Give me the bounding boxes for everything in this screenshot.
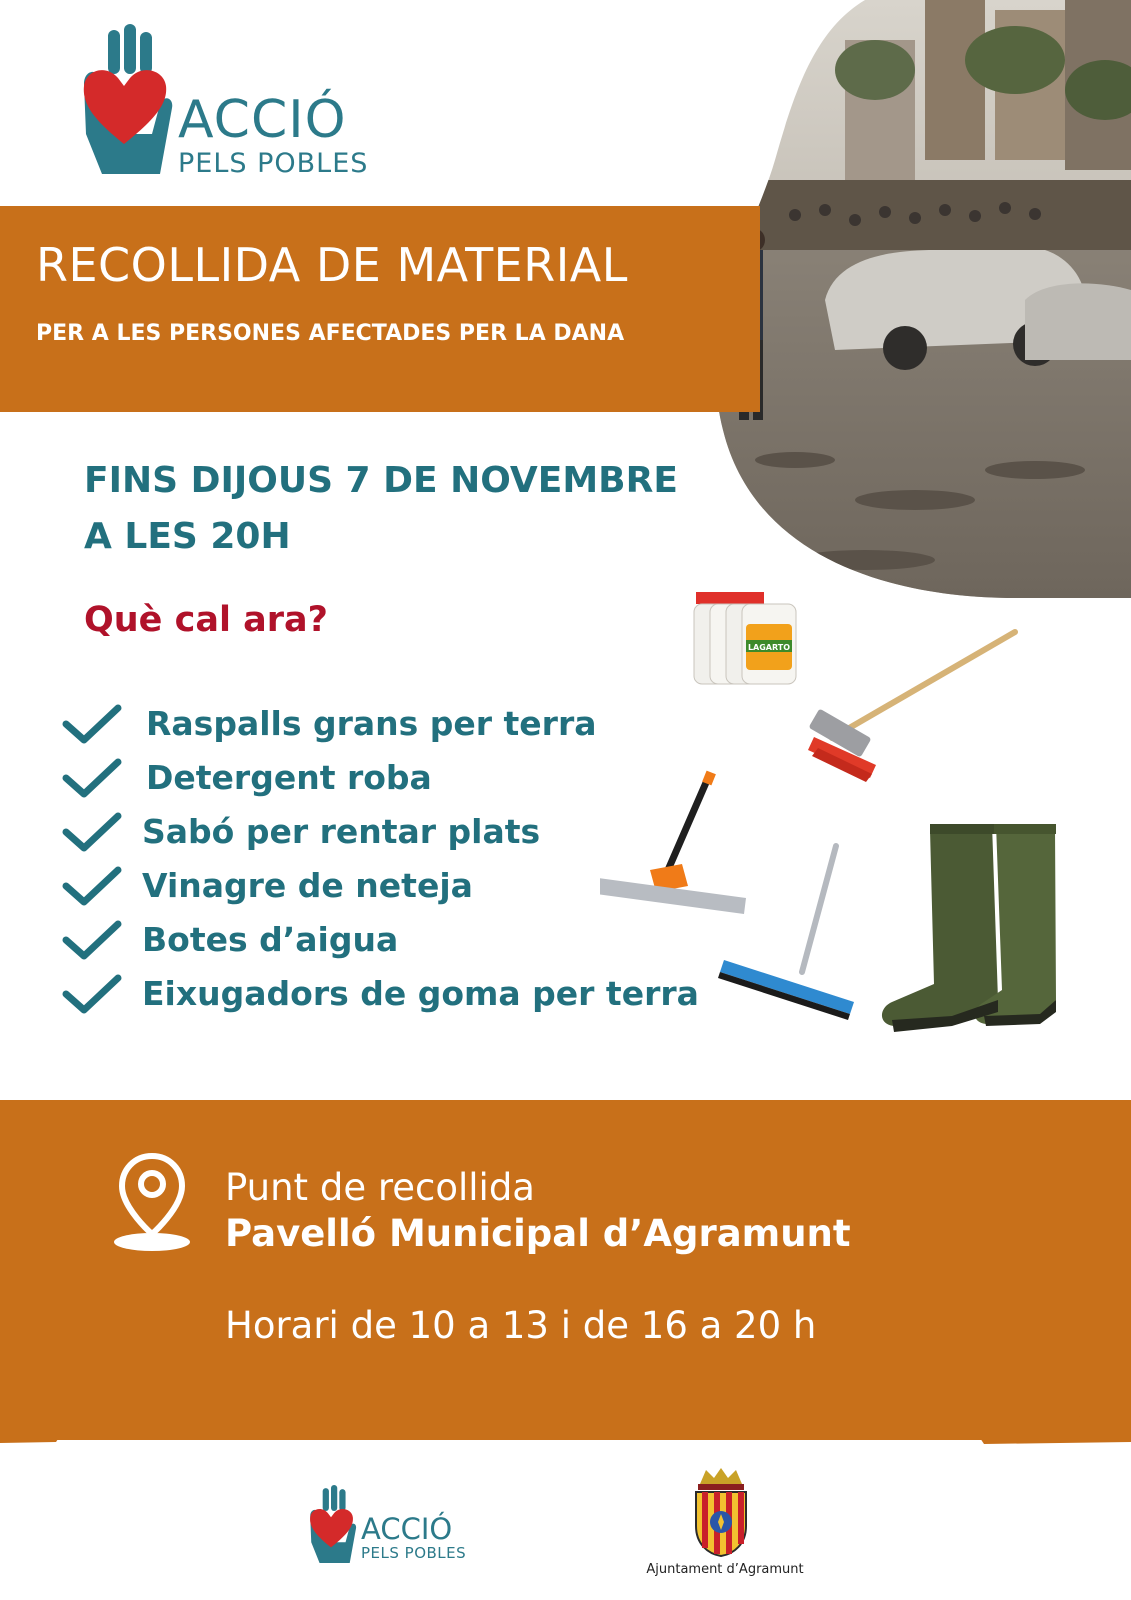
list-item-label: Botes d’aigua — [142, 920, 399, 959]
detergent-bottles-icon — [694, 592, 796, 684]
list-item-label: Vinagre de neteja — [142, 866, 473, 905]
banner-title: RECOLLIDA DE MATERIAL — [36, 238, 628, 292]
title-banner — [0, 206, 760, 412]
cleaning-products-illustration — [600, 580, 1080, 1060]
deadline-line1: FINS DIJOUS 7 DE NOVEMBRE — [84, 460, 678, 501]
deadline-line2: A LES 20H — [84, 516, 291, 557]
list-item-label: Raspalls grans per terra — [146, 704, 597, 743]
accio-logo-footer — [305, 1482, 485, 1572]
hand-heart-icon — [305, 1482, 357, 1566]
squeegee-icon — [718, 846, 854, 1020]
footer-logo-line1: ACCIÓ — [361, 1512, 453, 1546]
broom-icon — [808, 632, 1015, 782]
council-crest-icon — [690, 1466, 752, 1558]
check-icon — [62, 972, 122, 1016]
boots-icon — [882, 824, 1056, 1032]
collection-point-name: Pavelló Municipal d’Agramunt — [225, 1212, 851, 1255]
banner-subtitle: PER A LES PERSONES AFECTADES PER LA DANA — [36, 321, 625, 346]
list-item-label: Detergent roba — [146, 758, 432, 797]
footer-logo-line2: PELS POBLES — [361, 1544, 467, 1562]
check-icon — [62, 864, 122, 908]
council-name: Ajuntament d’Agramunt — [646, 1562, 804, 1577]
check-icon — [62, 756, 122, 800]
detergent-label: LAGARTO — [747, 643, 791, 652]
hand-heart-icon — [74, 24, 174, 174]
needs-question: Què cal ara? — [84, 600, 328, 640]
brush-stroke-edge — [0, 1380, 1131, 1460]
check-icon — [62, 702, 122, 746]
list-item-label: Sabó per rentar plats — [142, 812, 541, 851]
check-icon — [62, 810, 122, 854]
list-item-label: Eixugadors de goma per terra — [142, 974, 699, 1013]
logo-name-line1: ACCIÓ — [178, 90, 347, 150]
accio-logo — [74, 24, 394, 184]
flood-street-photo — [715, 0, 1131, 598]
collection-point-label: Punt de recollida — [225, 1166, 535, 1209]
location-pin-icon — [112, 1150, 192, 1254]
opening-hours: Horari de 10 a 13 i de 16 a 20 h — [225, 1304, 817, 1347]
squeegee-icon — [600, 771, 746, 914]
logo-name-line2: PELS POBLES — [178, 148, 369, 179]
check-icon — [62, 918, 122, 962]
